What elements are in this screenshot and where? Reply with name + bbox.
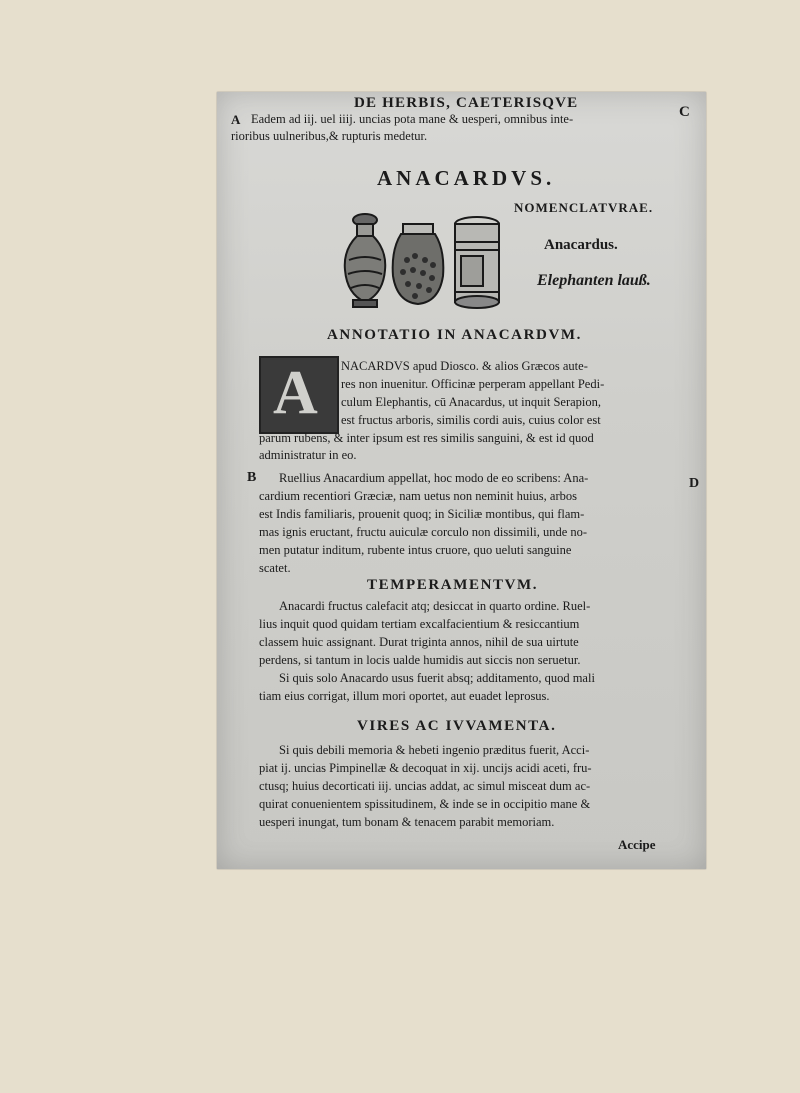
margin-letter-b: B: [247, 470, 257, 485]
nomenclature-latin: Anacardus.: [544, 237, 618, 253]
book-page: [217, 92, 706, 869]
nomenclature-german: Elephanten lauß.: [537, 272, 651, 289]
annotatio-line-3: culum Elephantis, cū Anacardus, ut inquit Serapion,: [341, 395, 602, 409]
vires-heading: VIRES AC IVVAMENTA.: [357, 718, 557, 734]
margin-letter-a: A: [231, 112, 241, 127]
temperamentum-heading: TEMPERAMENTVM.: [367, 577, 539, 593]
ruellius-line-6: scatet.: [259, 561, 291, 575]
temperamentum-line-4: perdens, si tantum in locis ualde humidis aut siccis non seruetur.: [259, 653, 581, 667]
seed-jar-icon: [393, 224, 444, 304]
vires-line-3: ctusq; huius decorticati iij. uncias addat, ac simul misceat dum ac-: [259, 779, 591, 793]
catchword: Accipe: [618, 837, 656, 852]
temperamentum-line-5: Si quis solo Anacardo usus fuerit absq; additamento, quod mali: [279, 671, 595, 685]
intro-line-2: rioribus uulneribus,& rupturis medetur.: [231, 129, 428, 143]
apothecary-jars-illustration: [335, 210, 513, 310]
ornate-bottle-icon: [345, 214, 386, 307]
nomenclature-heading: NOMENCLATVRAE.: [514, 200, 654, 215]
temperamentum-line-3: classem huic assignant. Durat triginta annos, nihil de sua uirtute: [259, 635, 579, 649]
annotatio-line-5: parum rubens, & inter ipsum est res similis sanguini, & est id quod: [259, 431, 594, 445]
ruellius-line-3: est Indis familiaris, prouenit quoq; in Siciliæ montibus, qui flam-: [259, 507, 585, 521]
running-head: DE HERBIS, CAETERISQVE: [354, 95, 579, 111]
temperamentum-line-6: tiam eius corrigat, illum mori oportet, aut euadet leprosus.: [259, 689, 550, 703]
annotatio-line-2: res non inuenitur. Officinæ perperam appellant Pedi-: [341, 377, 605, 391]
annotatio-heading: ANNOTATIO IN ANACARDVM.: [327, 327, 582, 343]
vires-line-4: quirat conuenientem spissitudinem, & inde se in occipitio mane &: [259, 797, 591, 811]
ruellius-line-2: cardium recentiori Græciæ, nam uetus non neminit huius, arbos: [259, 489, 577, 503]
corner-mark: C: [679, 104, 690, 120]
temperamentum-line-2: lius inquit quod quidam tertiam excalfacientium & resiccantium: [259, 617, 580, 631]
entry-title: ANACARDVS.: [377, 166, 556, 190]
ruellius-line-4: mas ignis eructant, fructu auiculæ corculo non dissimili, unde no-: [259, 525, 588, 539]
temperamentum-line-1: Anacardi fructus calefacit atq; desiccat in quarto ordine. Ruel-: [279, 599, 591, 613]
decorated-initial: [259, 356, 339, 434]
intro-line-1: Eadem ad iij. uel iiij. uncias pota mane & uesperi, omnibus inte-: [251, 112, 574, 126]
initial-letter: A: [273, 359, 318, 427]
vires-line-2: piat ij. uncias Pimpinellæ & decoquat in xij. uncijs acidi aceti, fru-: [259, 761, 592, 775]
vires-line-5: uesperi inungat, tum bonam & tenacem parabit memoriam.: [259, 815, 555, 829]
cylinder-jar-icon: [455, 217, 499, 308]
annotatio-line-4: est fructus arboris, similis cordi auis, cuius color est: [341, 413, 601, 427]
ruellius-line-1: Ruellius Anacardium appellat, hoc modo de eo scribens: Ana-: [279, 471, 589, 485]
ruellius-line-5: men putatur inditum, rubente intus cruore, quo ueluti sanguine: [259, 543, 572, 557]
annotatio-line-6: administratur in eo.: [259, 448, 357, 462]
margin-letter-d: D: [689, 476, 700, 491]
vires-line-1: Si quis debili memoria & hebeti ingenio præditus fuerit, Acci-: [279, 743, 590, 757]
annotatio-line-1: NACARDVS apud Diosco. & alios Græcos aute-: [341, 359, 588, 373]
